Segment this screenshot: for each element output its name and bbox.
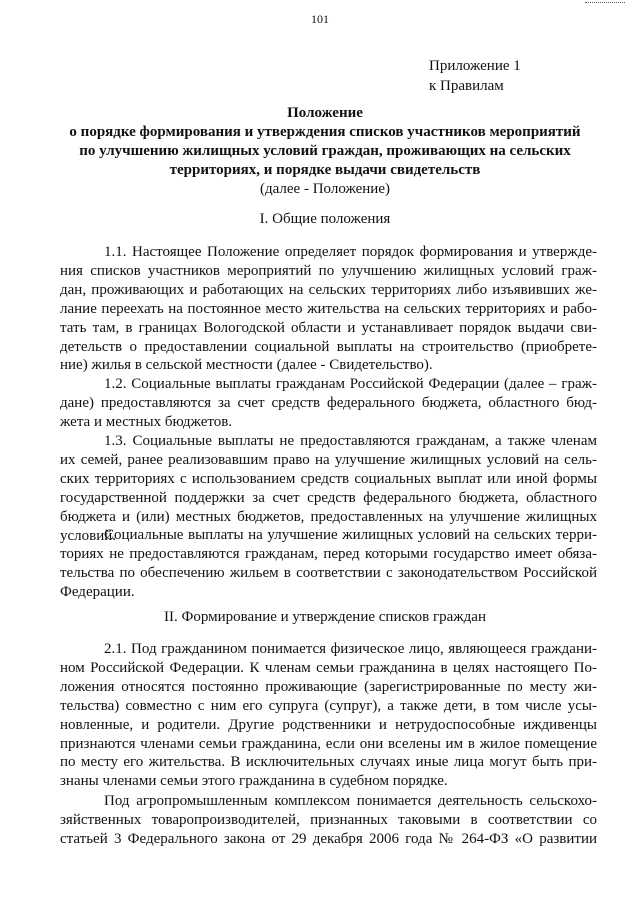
text-line: их семей, ранее реализовавшим право на улучшение жилищных условий на сель- bbox=[60, 451, 597, 468]
title-line-2: по улучшению жилищных условий граждан, проживающих на сельских bbox=[79, 143, 571, 159]
text-line: ских территориях с использованием средств социальных выплат или иной формы bbox=[60, 470, 597, 487]
title-heading: Положение bbox=[287, 105, 363, 121]
text-line: Федерации. bbox=[60, 583, 135, 600]
appendix-line-1: Приложение 1 bbox=[429, 58, 521, 74]
text-line: 1.2. Социальные выплаты гражданам Российской Федерации (далее – граж- bbox=[104, 376, 597, 392]
document-title bbox=[60, 104, 590, 199]
title-note: (далее - Положение) bbox=[260, 181, 390, 197]
section-1-paragraph-4 bbox=[60, 526, 597, 602]
text-line: ном Российской Федерации. К членам семьи гражданина в целях настоящего По- bbox=[60, 659, 597, 676]
text-line: лание переехать на постоянное место жительства на сельских территориях и рабо- bbox=[60, 300, 597, 317]
text-line: условий. bbox=[60, 527, 117, 544]
text-line: 2.1. Под гражданином понимается физическое лицо, являющееся граждани- bbox=[104, 641, 597, 657]
title-line-3: территориях, и порядке выдачи свидетельств bbox=[169, 162, 481, 178]
text-line: признаются членами семьи гражданина, если они вселены им в жилое помещение bbox=[60, 735, 597, 752]
section-1-paragraph-2 bbox=[60, 375, 597, 432]
text-line: тельства) совместно с ним его супруга (супруг), а также дети, в том числе усы- bbox=[60, 697, 597, 714]
text-line: государственной поддержки за счет средств федерального бюджета, областного bbox=[60, 489, 597, 506]
text-line: статьей 3 Федерального закона от 29 декабря 2006 года № 264-ФЗ «О развитии bbox=[60, 830, 597, 847]
appendix-line-2: к Правилам bbox=[429, 78, 504, 94]
text-line: тать там, в границах Вологодской области и устанавливает порядок выдачи сви- bbox=[60, 319, 597, 336]
section-2-paragraph-2 bbox=[60, 792, 597, 849]
text-line: дан, проживающих и работающих на сельских территориях либо изъявивших же- bbox=[60, 281, 597, 298]
title-line-1: о порядке формирования и утверждения списков участников мероприятий bbox=[69, 124, 581, 140]
text-line: 1.1. Настоящее Положение определяет порядок формирования и утвержде- bbox=[104, 244, 597, 260]
text-line: Социальные выплаты на улучшение жилищных условий на сельских терри- bbox=[104, 527, 597, 543]
text-line: жета и местных бюджетов. bbox=[60, 413, 233, 430]
text-line: дане) предоставляются за счет средств федерального бюджета, областного бюд- bbox=[60, 394, 597, 411]
text-line: ториях не предоставляются гражданам, перед которыми государство имеет обяза- bbox=[60, 545, 597, 562]
text-line: ние) жилья в сельской местности (далее - Свидетельство). bbox=[60, 357, 433, 374]
text-line: тельства по обеспечению жильем в соответствии с законодательством Российской bbox=[60, 564, 597, 581]
text-line: зяйственных товаропроизводителей, признанных таковыми в соответствии со bbox=[60, 811, 597, 828]
scan-corner-mark bbox=[585, 2, 625, 9]
text-line: детельств о предоставлении социальной выплаты на строительство (приобрете- bbox=[60, 338, 597, 355]
section-1-paragraph-1 bbox=[60, 243, 597, 375]
text-line: ложения относятся постоянно проживающие (зарегистрированные по месту жи- bbox=[60, 678, 597, 695]
text-line: по месту его жительства. В исключительных случаях иные лица могут быть при- bbox=[60, 754, 597, 771]
text-line: Под агропромышленным комплексом понимается деятельность сельскохо- bbox=[104, 793, 597, 809]
page-number: 101 bbox=[311, 12, 329, 26]
section-2-paragraph-1 bbox=[60, 640, 597, 791]
text-line: 1.3. Социальные выплаты не предоставляются гражданам, а также членам bbox=[104, 433, 597, 449]
text-line: ния списков участников мероприятий по улучшению жилищных условий граж- bbox=[60, 262, 597, 279]
section-2-heading: II. Формирование и утверждение списков граждан bbox=[164, 609, 486, 625]
appendix-header bbox=[429, 56, 521, 96]
text-line: знаны членами семьи этого гражданина в судебном порядке. bbox=[60, 773, 448, 790]
text-line: бюджета и (или) местных бюджетов, предоставленных на улучшение жилищных bbox=[60, 508, 597, 525]
text-line: новленные, и родители. Другие родственники и нетрудоспособные иждивенцы bbox=[60, 716, 597, 733]
section-1-heading: I. Общие положения bbox=[259, 211, 391, 227]
